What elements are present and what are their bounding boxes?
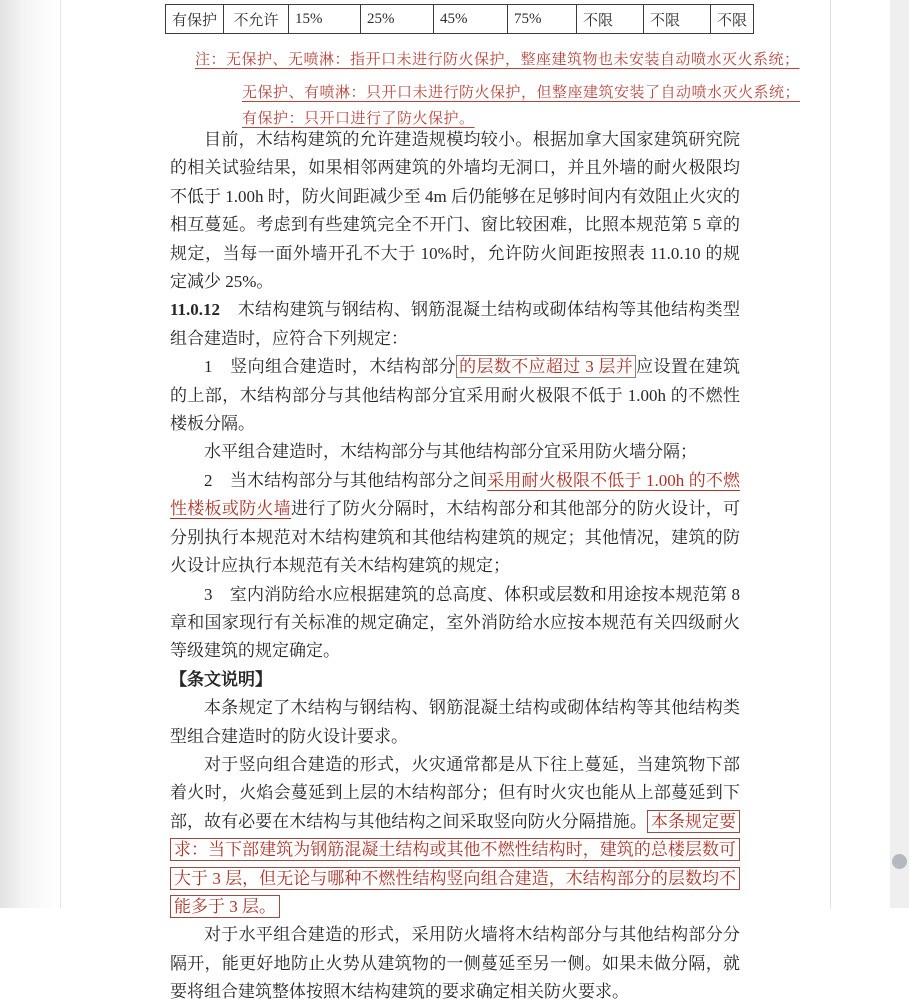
table-cell: 有保护 <box>166 5 224 34</box>
explanation-paragraph-1 <box>170 694 740 751</box>
paragraph-intro <box>170 126 740 296</box>
exp2-text-pre: 对于竖向组合建造的形式，火灾通常都是从下往上蔓延，当建筑物下部着火时，火焰会蔓延到上层的木结构部分；但有时火灾也能从上部蔓延到下部，故有必要在木结构与其他结构之间采取竖向防火分隔措施。 <box>170 754 740 831</box>
intro-text: 目前，木结构建筑的允许建造规模均较小。根据加拿大国家建筑研究院的相关试验结果，如果相邻两建筑的外墙均无洞口，并且外墙的耐火极限均不低于 1.00h 时，防火间距减少至 4m 后仍能够在足够时间内有效阻止火灾的相互蔓延。考虑到有些建筑完全不开门、窗比较困难，比照本规范第 5 章的规定，当每一面外墙开孔不大于 10%时，允许防火间距按照表 11.0.10 的规定减少 25%。 <box>170 130 740 292</box>
scrollbar-track[interactable] <box>890 0 909 908</box>
table-cell: 不限 <box>711 5 754 34</box>
item3-text: 3 室内消防给水应根据建筑的总高度、体积或层数和用途按本规范第 8 章和国家现行有关标准的规定确定，室外消防给水应按本规范有关四级耐火等级建筑的规定确定。 <box>170 584 740 661</box>
table-note-line-2: 无保护、有喷淋：只开口未进行防火保护，但整座建筑安装了自动喷水灭火系统； <box>242 85 801 101</box>
clause-number: 11.0.12 <box>170 300 221 320</box>
item1-text-pre: 1 竖向组合建造时，木结构部分 <box>204 357 457 377</box>
page-edge-shadow <box>0 0 58 908</box>
clause-11-0-12 <box>170 296 740 353</box>
exp3-text: 对于水平组合建造的形式，采用防火墙将木结构部分与其他结构部分分隔开，能更好地防止火势从建筑物的一侧蔓延至另一侧。如果未做分隔，就要将组合建筑整体按照木结构建筑的要求确定相关防火要求。 <box>170 925 740 1002</box>
item2-text-pre: 2 当木结构部分与其他结构部分之间 <box>204 470 488 490</box>
explanation-heading <box>170 666 740 694</box>
table-cell: 不允许 <box>224 5 289 34</box>
explanation-paragraph-2 <box>170 751 740 921</box>
page-left-border <box>60 0 61 908</box>
table-cell: 不限 <box>644 5 711 34</box>
table-cell: 75% <box>508 5 577 34</box>
item2-text-post: 进行了防火分隔时，木结构部分和其他部分的防火设计，可分别执行本规范对木结构建筑和其他结构建筑的规定；其他情况，建筑的防火设计应执行本规范有关木结构建筑的规定； <box>170 499 740 576</box>
clause-item-3 <box>170 581 740 666</box>
clause-item-1 <box>170 353 740 438</box>
explanation-heading-text: 【条文说明】 <box>170 669 272 689</box>
item2-underlined-red-text: 采用耐火极限不低于 1.00h 的不燃性楼板或防火墙 <box>170 470 741 519</box>
table-note-line-3: 有保护：只开口进行了防火保护。 <box>242 111 475 127</box>
scrollbar-thumb[interactable] <box>892 854 907 869</box>
exp1-text: 本条规定了木结构与钢结构、钢筋混凝土结构或砌体结构等其他结构类型组合建造时的防火设计要求。 <box>170 698 740 746</box>
fire-protection-table <box>165 4 754 34</box>
page-right-border <box>830 0 831 908</box>
clause-item-horizontal <box>170 438 740 466</box>
exp2-boxed-red-text: 本条规定要求：当下部建筑为钢筋混凝土结构或其他不燃性结构时，建筑的总楼层数可大于 3 层，但无论与哪种不燃性结构竖向组合建造，木结构部分的层数均不能多于 3 层。 <box>170 810 740 918</box>
table-cell: 45% <box>434 5 508 34</box>
table-cell: 25% <box>361 5 434 34</box>
table-cell: 不限 <box>577 5 644 34</box>
clause-text: 木结构建筑与钢结构、钢筋混凝土结构或砌体结构等其他结构类型组合建造时，应符合下列规定： <box>170 300 740 348</box>
table-note-line-1: 注：无保护、无喷淋：指开口未进行防火保护，整座建筑物也未安装自动喷水灭火系统； <box>195 52 800 68</box>
table-row <box>166 5 754 34</box>
document-body <box>170 126 740 1007</box>
item1-text-post: 应设置在建筑的上部，木结构部分与其他结构部分宜采用耐火极限不低于 1.00h 的不燃性楼板分隔。 <box>170 357 741 434</box>
table-cell: 15% <box>289 5 361 34</box>
explanation-paragraph-3 <box>170 921 740 1006</box>
item1-boxed-red-text: 的层数不应超过 3 层并 <box>456 355 636 378</box>
item-horizontal-text: 水平组合建造时，木结构部分与其他结构部分宜采用防火墙分隔； <box>204 442 697 462</box>
clause-item-2 <box>170 467 740 581</box>
